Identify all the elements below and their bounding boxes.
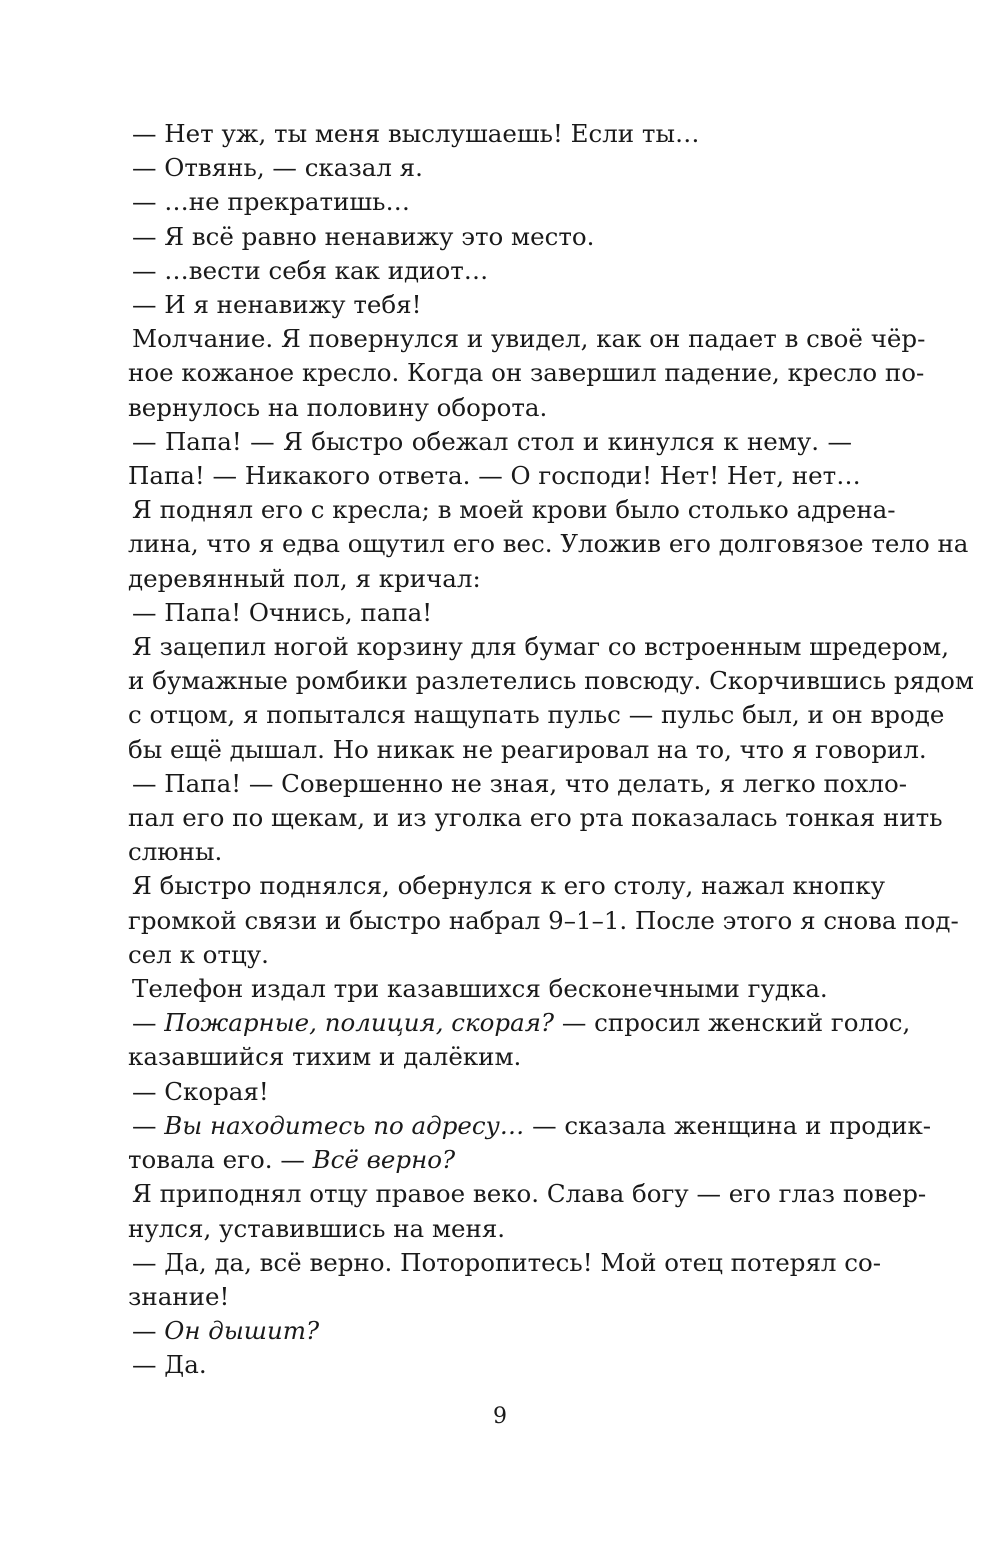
text-span: и бумажные ромбики разлетелись повсюду. Скорчившись рядом [128,666,974,696]
text-span: ное кожаное кресло. Когда он завершил падение, кресло по- [128,358,925,388]
text-span: знание! [128,1281,230,1311]
text-line [128,1246,882,1280]
text-span: нулся, уставившись на меня. [128,1213,506,1243]
text-line [128,527,969,561]
text-line [128,185,852,219]
text-span: — Да, да, всё верно. Поторопитесь! Мой отец потерял со- [132,1247,882,1277]
text-line [128,630,949,664]
text-line [128,1109,932,1143]
text-span: — [132,1008,165,1038]
text-span: Телефон издал три казавшихся бесконечными гудка. [132,974,828,1004]
text-line [128,733,927,767]
text-span: Я быстро поднялся, обернулся к его столу, нажал кнопку [132,871,885,901]
text-span: — Папа! — Я быстро обежал стол и кинулся к нему. — [132,426,852,456]
text-line [128,596,852,630]
text-span: казавшийся тихим и далёким. [128,1042,522,1072]
text-span: — Отвянь, — сказал я. [132,153,423,183]
text-span: вернулось на половину оборота. [128,392,548,422]
text-line [128,1040,852,1074]
text-span: — Я всё равно ненавижу это место. [132,221,595,251]
text-line [128,1314,852,1348]
text-line [128,322,926,356]
text-span: — Папа! Очнись, папа! [132,597,433,627]
text-span: — [132,1110,165,1140]
text-span: — И я ненавижу тебя! [132,290,422,320]
text-line [128,562,852,596]
text-line [128,1075,852,1109]
text-line [128,1212,852,1246]
page-number: 9 [493,1404,507,1429]
text-span: — спросил женский голос, [554,1008,911,1038]
text-line [128,117,852,151]
text-span: Папа! — Никакого ответа. — О господи! Нет! Нет, нет… [128,461,861,491]
text-span: — …вести себя как идиот… [132,255,489,285]
text-line [128,1348,852,1382]
text-span: громкой связи и быстро набрал 9–1–1. После этого я снова под- [128,905,959,935]
text-span: бы ещё дышал. Но никак не реагировал на то, что я говорил. [128,734,927,764]
text-line [128,425,852,459]
text-span: — …не прекратишь… [132,187,411,217]
text-span: лина, что я едва ощутил его вес. Уложив его долговязое тело на [128,529,969,559]
text-line [128,801,943,835]
italic-text-span: Пожарные, полиция, скорая? [164,1008,555,1038]
text-span: пал его по щекам, и из уголка его рта показалась тонкая нить [128,803,943,833]
italic-text-span: Всё верно? [312,1145,456,1175]
italic-text-span: Вы находитесь по адресу… [164,1110,525,1140]
text-span: Я поднял его с кресла; в моей крови было столько адрена- [132,495,896,525]
text-span: — Да. [132,1350,207,1380]
text-span: деревянный пол, я кричал: [128,563,481,593]
text-line [128,972,852,1006]
text-span: Я зацепил ногой корзину для бумаг со встроенным шредером, [132,632,949,662]
italic-text-span: Он дышит? [164,1316,320,1346]
text-span: Я приподнял отцу правое веко. Слава богу — его глаз повер- [132,1179,927,1209]
text-line [128,1006,911,1040]
text-line [128,767,908,801]
text-line [128,391,852,425]
text-span: — сказала женщина и продик- [524,1110,932,1140]
text-span: — [132,1316,165,1346]
text-line [128,151,852,185]
text-line [128,664,974,698]
text-line [128,220,852,254]
text-span: — Папа! — Совершенно не зная, что делать, я легко похло- [132,768,908,798]
text-span: слюны. [128,837,223,867]
text-span: товала его. — [128,1145,313,1175]
text-line [128,1280,852,1314]
text-line [128,869,885,903]
text-line [128,835,852,869]
text-line [128,493,896,527]
text-line [128,698,945,732]
text-span: — Нет уж, ты меня выслушаешь! Если ты… [132,119,700,148]
text-line [128,1143,852,1177]
text-line [128,356,925,390]
text-span: сел к отцу. [128,939,269,969]
text-span: — Скорая! [132,1076,269,1106]
body-text [128,117,974,1383]
text-line [128,904,959,938]
text-line [128,938,852,972]
text-line [128,254,852,288]
text-span: Молчание. Я повернулся и увидел, как он падает в своё чёр- [132,324,926,354]
text-line [128,288,852,322]
text-line [128,459,861,493]
text-line [128,1177,927,1211]
text-span: с отцом, я попытался нащупать пульс — пульс был, и он вроде [128,700,945,730]
